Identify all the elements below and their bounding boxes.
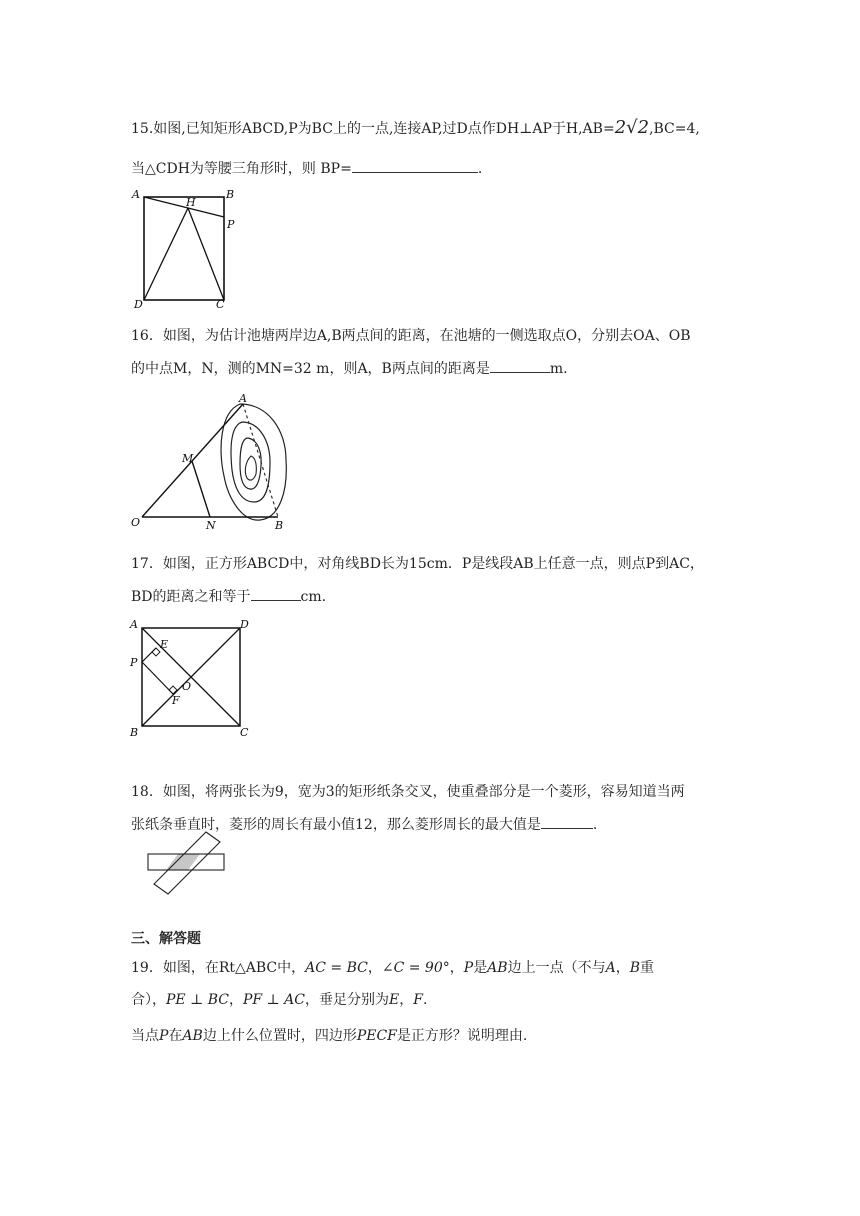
q15-answer-blank[interactable] (352, 158, 478, 173)
q19-line1: 19．如图，在Rt△ABC中，AC = BC，∠C = 90°，P是AB边上一点（不与A，B重 (131, 960, 654, 976)
q18-line1: 18．如图，将两张长为9，宽为3的矩形纸条交叉，使重叠部分是一个菱形，容易知道当两 (131, 784, 685, 800)
label-E: E (160, 638, 169, 651)
label-B: B (130, 726, 139, 739)
label-D: D (134, 298, 143, 311)
q18-line2: 张纸条垂直时，菱形的周长有最小值12，那么菱形周长的最大值是 . (131, 814, 597, 835)
q18-figure (140, 826, 240, 900)
q19-line3: 当点P在AB边上什么位置时，四边形PECF是正方形？说明理由. (131, 1028, 528, 1044)
q15-line2: 当△CDH为等腰三角形时，则 BP= . (131, 158, 482, 179)
label-B: B (275, 519, 284, 532)
label-M: M (182, 452, 194, 465)
label-H: H (186, 196, 196, 209)
label-A: A (239, 392, 247, 405)
label-F: F (172, 694, 180, 707)
label-N: N (206, 519, 216, 532)
label-B: B (226, 188, 235, 201)
q16-line1: 16．如图，为估计池塘两岸边A,B两点间的距离，在池塘的一侧选取点O，分别去OA、OB (131, 328, 691, 344)
q17-line2: BD的距离之和等于 cm. (131, 586, 326, 607)
q16-line2: 的中点M，N，测的MN=32 m，则A，B两点间的距离是 m. (131, 358, 568, 379)
label-O: O (182, 680, 192, 693)
label-P: P (130, 656, 138, 669)
q16-figure (128, 390, 298, 535)
label-D: D (240, 618, 249, 631)
q15-figure (130, 186, 240, 311)
label-O: O (131, 516, 141, 529)
q17-figure (128, 618, 253, 740)
label-C: C (216, 298, 225, 311)
q17-line1: 17．如图，正方形ABCD中，对角线BD长为15cm．P是线段AB上任意一点，则点P到AC， (131, 556, 704, 572)
label-C: C (240, 726, 249, 739)
label-A: A (132, 188, 140, 201)
label-A: A (130, 618, 138, 631)
label-P: P (227, 218, 235, 231)
section-title: 三、解答题 (131, 931, 201, 947)
q19-line2: 合），PE ⊥ BC，PF ⊥ AC，垂足分别为E，F. (131, 992, 428, 1008)
q16-answer-blank[interactable] (490, 358, 550, 373)
q17-answer-blank[interactable] (251, 586, 301, 601)
q18-answer-blank[interactable] (541, 814, 593, 829)
ab-value: 2√2 (614, 117, 650, 138)
q15-line1: 15.如图,已知矩形ABCD,P为BC上的一点,连接AP,过D点作DH⊥AP于H,AB=2√2,BC=4, (131, 117, 700, 138)
